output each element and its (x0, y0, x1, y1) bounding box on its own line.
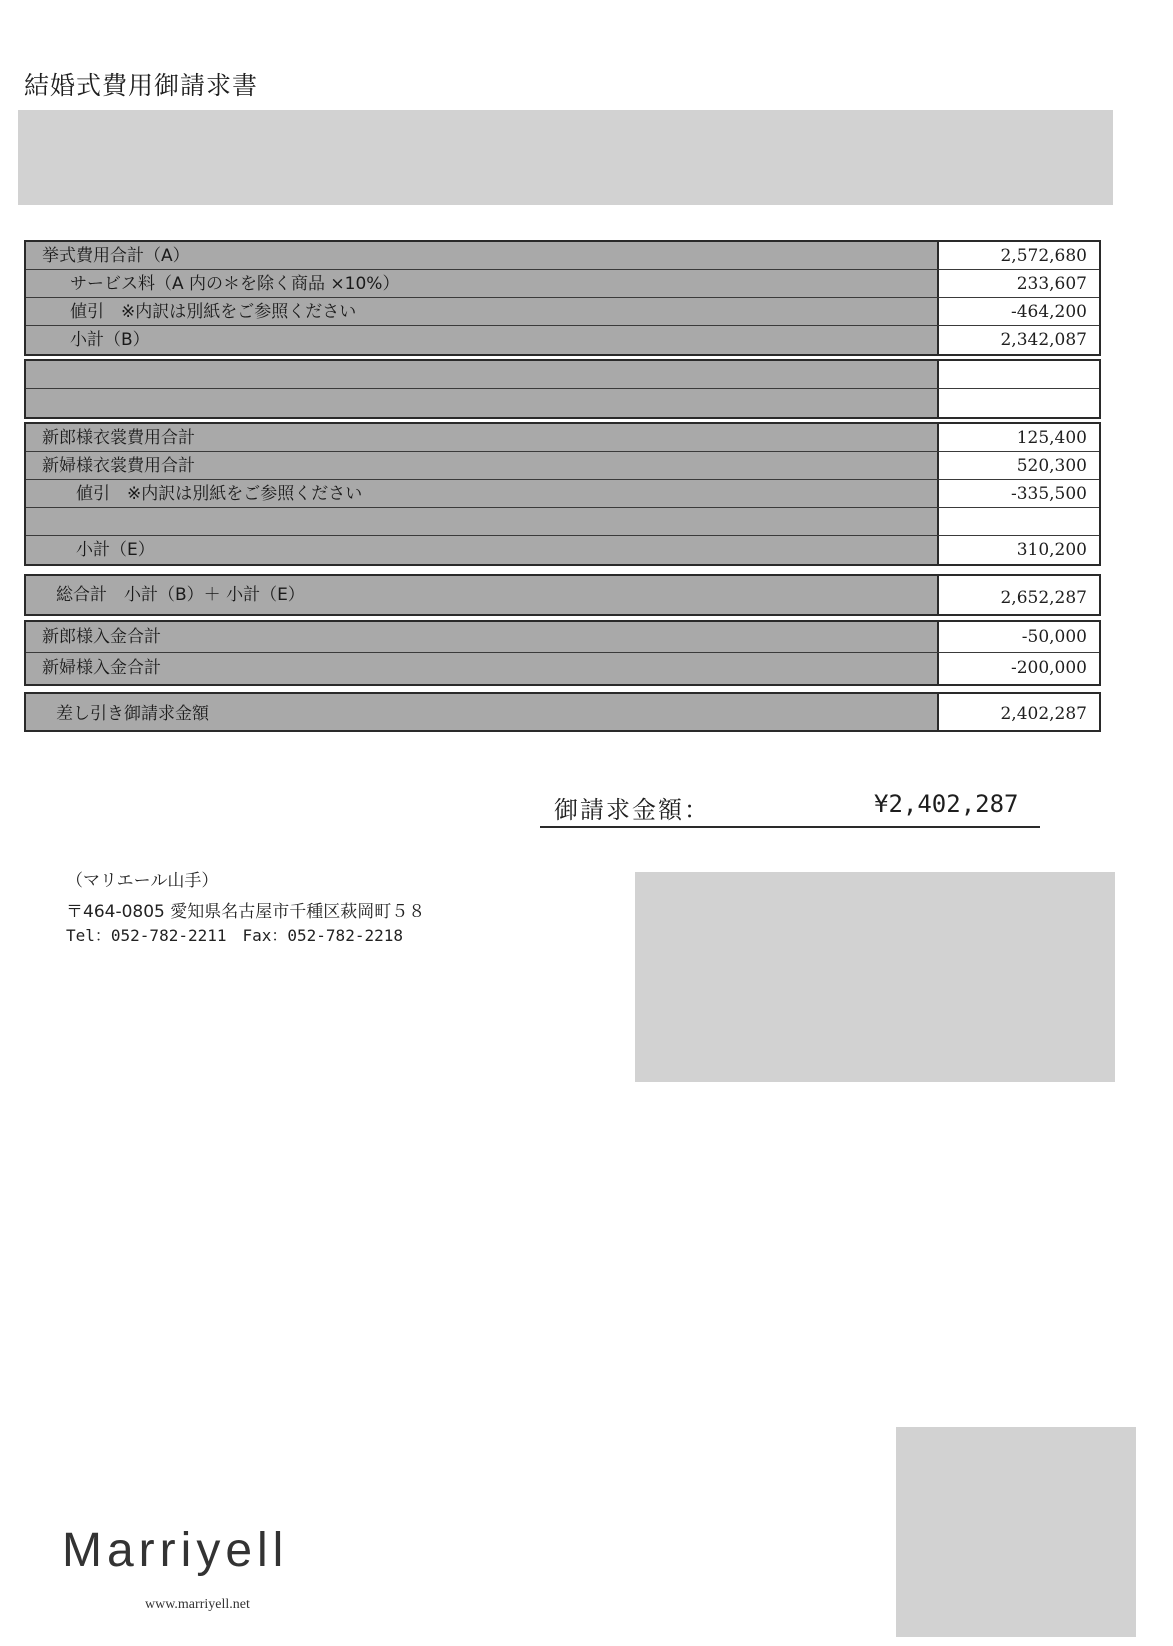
invoice-total-amount: ¥2,402,287 (874, 790, 1019, 818)
row-label: 値引 ※内訳は別紙をご参照ください (26, 298, 939, 325)
table-row (26, 424, 1099, 452)
row-value: 2,652,287 (939, 576, 1099, 614)
row-label: サービス料（A 内の＊を除く商品 ×10%） (26, 270, 939, 297)
redacted-block-middle (635, 872, 1115, 1082)
venue-phone: Tel：052-782-2211 Fax：052-782-2218 (66, 926, 403, 945)
table-row (26, 622, 1099, 653)
row-value (939, 389, 1099, 417)
brand-logo: Marriyell (62, 1524, 289, 1577)
table-row (26, 536, 1099, 564)
invoice-total (540, 790, 1040, 828)
row-value: -200,000 (939, 653, 1099, 684)
row-label: 小計（B） (26, 326, 939, 354)
row-value: 2,402,287 (939, 694, 1099, 730)
table-row (26, 270, 1099, 298)
table-row (26, 576, 1099, 614)
table-row (26, 298, 1099, 326)
row-value: 520,300 (939, 452, 1099, 479)
redacted-block-bottom (896, 1427, 1136, 1637)
document-title: 結婚式費用御請求書 (24, 71, 259, 100)
row-label: 新婦様入金合計 (26, 653, 939, 684)
table-row (26, 653, 1099, 684)
row-label: 挙式費用合計（A） (26, 242, 939, 269)
row-label (26, 389, 939, 417)
row-value (939, 508, 1099, 535)
row-label: 小計（E） (26, 536, 939, 564)
redacted-block-top (18, 110, 1113, 205)
table-row (26, 242, 1099, 270)
row-label: 総合計 小計（B）＋ 小計（E） (26, 576, 939, 614)
grand-total-table (24, 574, 1101, 616)
row-value: 2,342,087 (939, 326, 1099, 354)
row-value: 233,607 (939, 270, 1099, 297)
row-label: 新郎様入金合計 (26, 622, 939, 652)
deposit-table (24, 620, 1101, 686)
row-value: -464,200 (939, 298, 1099, 325)
row-label (26, 361, 939, 388)
row-label: 差し引き御請求金額 (26, 694, 939, 730)
invoice-total-label: 御請求金額： (554, 796, 710, 824)
row-value: 125,400 (939, 424, 1099, 451)
row-label: 新郎様衣裳費用合計 (26, 424, 939, 451)
row-value: 310,200 (939, 536, 1099, 564)
table-row (26, 389, 1099, 417)
table-row (26, 361, 1099, 389)
brand-website: www.marriyell.net (145, 1597, 250, 1612)
venue-name: （マリエール山手） (66, 871, 219, 891)
table-row (26, 480, 1099, 508)
blank-table (24, 359, 1101, 419)
row-value: 2,572,680 (939, 242, 1099, 269)
balance-table (24, 692, 1101, 732)
ceremony-cost-table (24, 240, 1101, 356)
row-value: -50,000 (939, 622, 1099, 652)
table-row (26, 452, 1099, 480)
table-row (26, 326, 1099, 354)
table-row (26, 508, 1099, 536)
row-label: 値引 ※内訳は別紙をご参照ください (26, 480, 939, 507)
table-row (26, 694, 1099, 730)
venue-address: 〒464-0805 愛知県名古屋市千種区萩岡町５８ (66, 902, 426, 922)
row-value: -335,500 (939, 480, 1099, 507)
row-label (26, 508, 939, 535)
row-label: 新婦様衣裳費用合計 (26, 452, 939, 479)
row-value (939, 361, 1099, 388)
costume-cost-table (24, 422, 1101, 566)
